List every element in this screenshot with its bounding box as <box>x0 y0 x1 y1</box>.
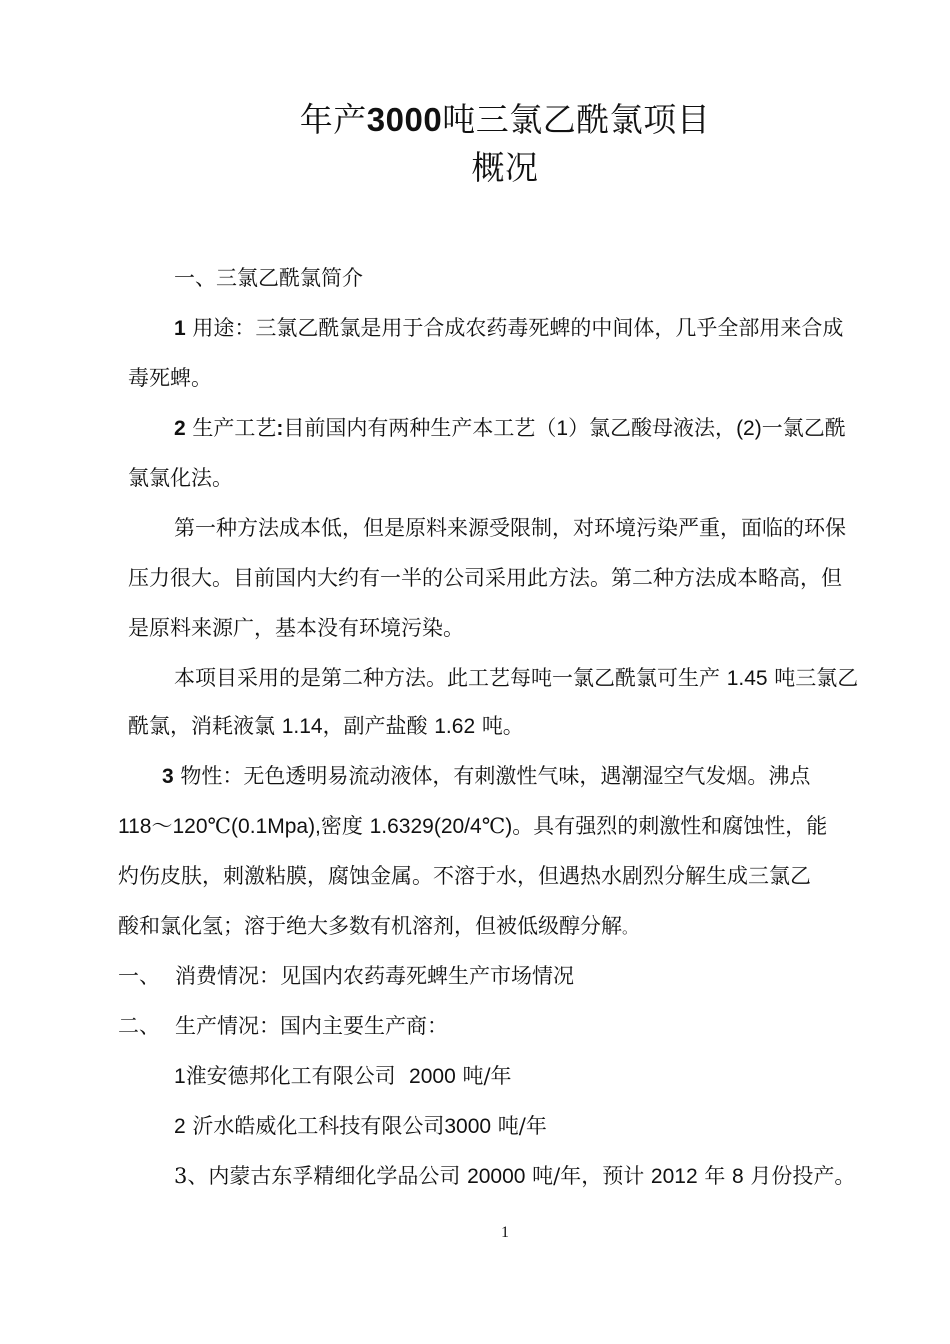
paragraph-line: 是原料来源广，基本没有环境污染。 <box>128 616 464 640</box>
title-text: 年产 <box>299 100 367 139</box>
list-marker: 一、 <box>118 964 160 988</box>
section-heading: 一、三氯乙酰氯简介 <box>174 266 363 290</box>
paragraph-line: 第一种方法成本低，但是原料来源受限制，对环境污染严重，面临的环保 <box>174 516 846 540</box>
title-text: 吨三氯乙酰氯项目 <box>442 100 711 139</box>
paragraph-line: 118～120℃(0.1Mpa),密度 1.6329(20/4℃)。具有强烈的刺激性和腐蚀性，能 <box>118 814 828 838</box>
producer-item: 2 沂水皓威化工科技有限公司3000 吨/年 <box>174 1114 547 1138</box>
producer-item: 3、内蒙古东孚精细化学品公司 20000 吨/年，预计 2012 年 8 月份投产。 <box>174 1164 856 1188</box>
page-number: 1 <box>501 1224 509 1241</box>
producer-item: 1淮安德邦化工有限公司 2000 吨/年 <box>174 1064 512 1088</box>
paragraph-line: 酰氯，消耗液氯 1.14，副产盐酸 1.62 吨。 <box>128 714 524 738</box>
paragraph-line: 毒死蜱。 <box>128 366 212 390</box>
paragraph-line: 2 生产工艺:目前国内有两种生产本工艺（1）氯乙酸母液法，(2)一氯乙酰 <box>174 416 846 440</box>
document-title <box>0 98 950 142</box>
paragraph-line: 酸和氯化氢；溶于绝大多数有机溶剂，但被低级醇分解。 <box>118 914 638 938</box>
list-item: 消费情况：见国内农药毒死蜱生产市场情况 <box>175 964 574 988</box>
paragraph-line: 1 用途：三氯乙酰氯是用于合成农药毒死蜱的中间体，几乎全部用来合成 <box>174 316 844 340</box>
paragraph-line: 灼伤皮肤，刺激粘膜，腐蚀金属。不溶于水，但遇热水剧烈分解生成三氯乙 <box>118 864 811 888</box>
list-marker: 二、 <box>118 1014 160 1038</box>
paragraph-line: 3 物性：无色透明易流动液体，有刺激性气味，遇潮湿空气发烟。沸点 <box>162 764 811 788</box>
document-subtitle: 概况 <box>471 148 539 187</box>
paragraph-line: 压力很大。目前国内大约有一半的公司采用此方法。第二种方法成本略高，但 <box>128 566 842 590</box>
paragraph-line: 氯氯化法。 <box>128 466 233 490</box>
title-number: 3000 <box>366 101 443 138</box>
paragraph-line: 本项目采用的是第二种方法。此工艺每吨一氯乙酰氯可生产 1.45 吨三氯乙 <box>174 666 859 690</box>
list-item: 生产情况：国内主要生产商： <box>175 1014 448 1038</box>
